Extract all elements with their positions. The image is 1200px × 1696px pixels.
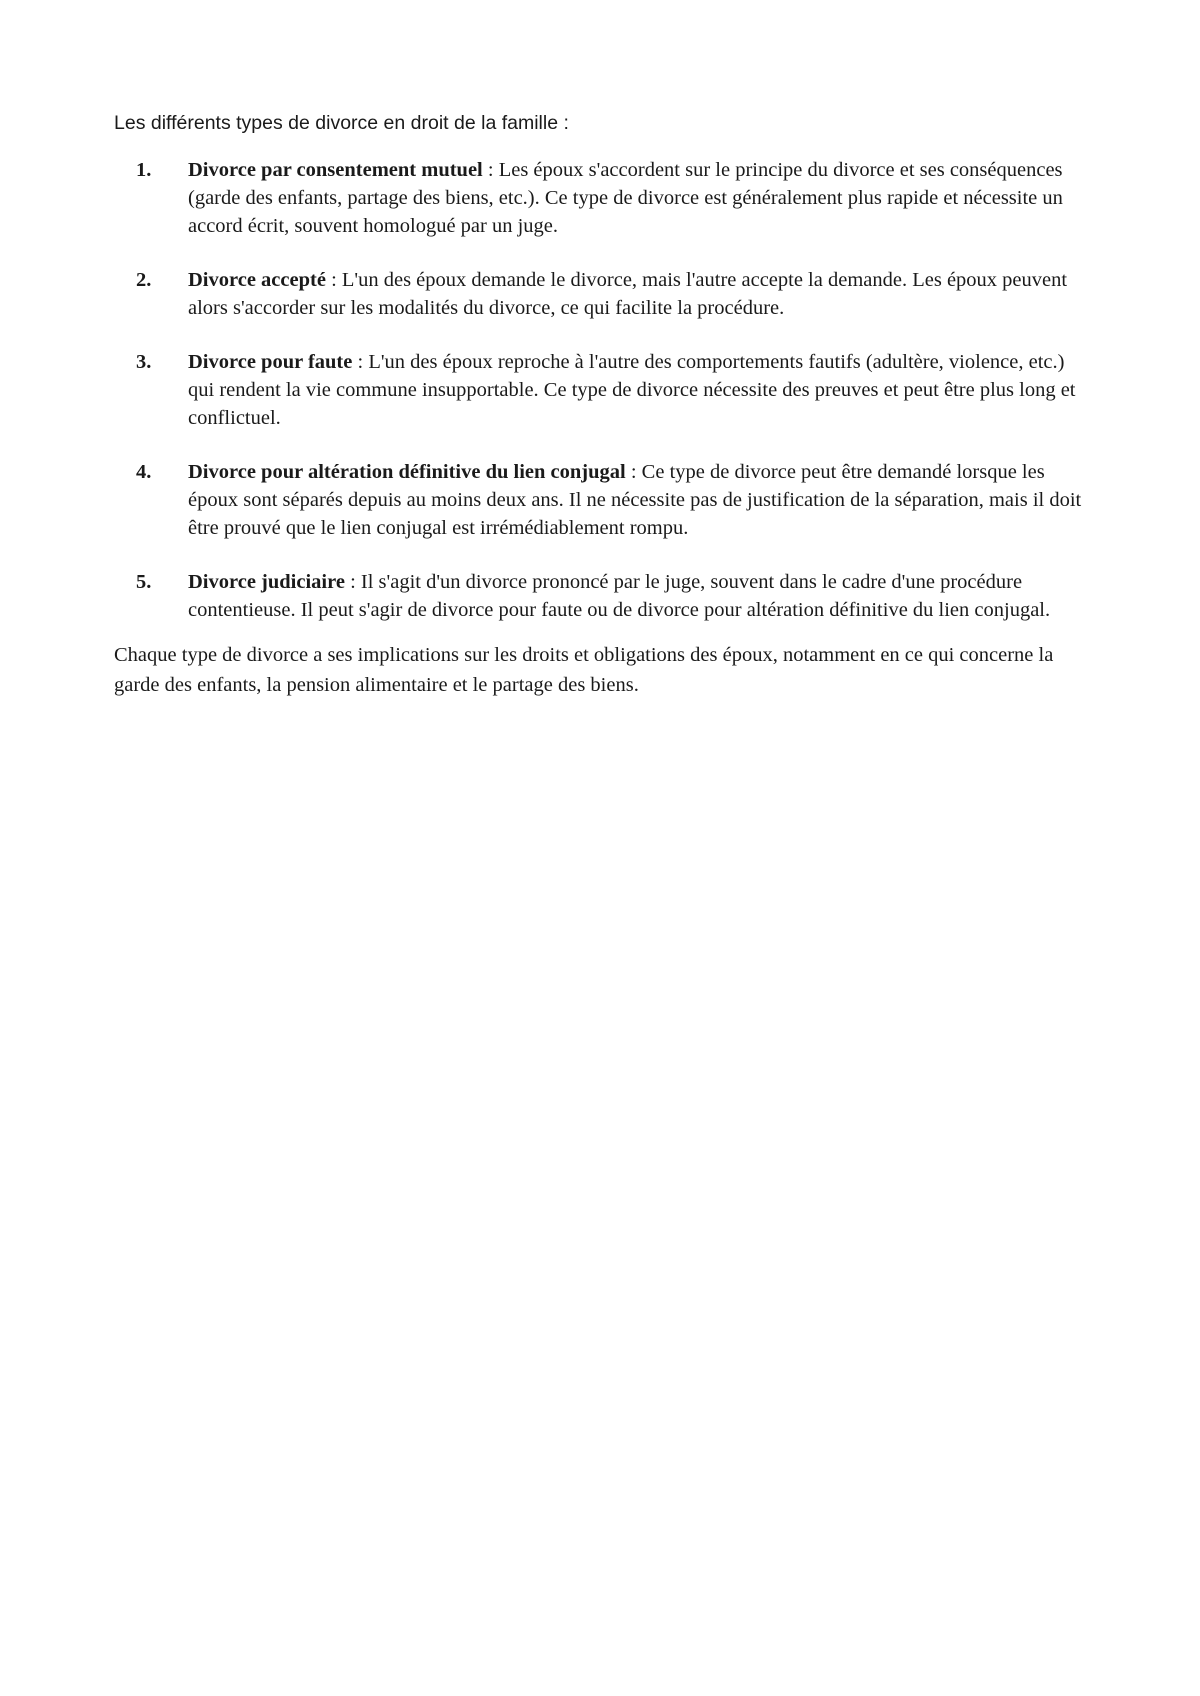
conclusion-paragraph: Chaque type de divorce a ses implications sur les droits et obligations des époux, notamment en ce qui concerne la garde des enfants, la pension alimentaire et le partage des biens. (114, 644, 1054, 696)
list-item-text: L'un des époux reproche à l'autre des comportements fautifs (adultère, violence, etc.) qui rendent la vie commune insupportable. Ce type de divorce nécessite des preuves et peut être plus long et conflictuel. (188, 351, 1076, 429)
list-item-judicial (114, 568, 1094, 624)
list-item-title: Divorce judiciaire (188, 571, 345, 593)
list-item-separator: : (625, 461, 642, 483)
list-item-title: Divorce pour altération définitive du lien conjugal (188, 461, 626, 483)
list-item-text: Ce type de divorce peut être demandé lorsque les époux sont séparés depuis au moins deux ans. Il ne nécessite pas de justification de la séparation, mais il doit être prouvé que le lien conjugal est irrémédiablement rompu. (188, 461, 1082, 539)
list-item-title: Divorce par consentement mutuel (188, 159, 483, 181)
list-item-alteration (114, 458, 1094, 542)
list-item-separator: : (352, 351, 369, 373)
list-item-number: 2. (136, 269, 152, 291)
divorce-types-list (114, 156, 1094, 624)
list-item-number: 1. (136, 159, 152, 181)
list-item-separator: : (325, 269, 342, 291)
list-item-accepted (114, 266, 1094, 322)
intro-paragraph: Les différents types de divorce en droit de la famille : (114, 112, 569, 134)
list-item-mutual-consent (114, 156, 1094, 240)
list-item-number: 5. (136, 571, 152, 593)
list-item-number: 3. (136, 351, 152, 373)
list-item-fault (114, 348, 1094, 432)
list-item-separator: : (344, 571, 361, 593)
list-item-number: 4. (136, 461, 152, 483)
list-item-title: Divorce accepté (188, 269, 326, 291)
list-item-text: Les époux s'accordent sur le principe du divorce et ses conséquences (garde des enfants, partage des biens, etc.). Ce type de divorce est généralement plus rapide et nécessite un accord écrit, souvent homologué par un juge. (188, 159, 1063, 237)
list-item-separator: : (482, 159, 499, 181)
list-item-text: L'un des époux demande le divorce, mais l'autre accepte la demande. Les époux peuvent alors s'accorder sur les modalités du divorce, ce qui facilite la procédure. (188, 269, 1068, 319)
document-page (114, 110, 1094, 700)
list-item-text: Il s'agit d'un divorce prononcé par le juge, souvent dans le cadre d'une procédure contentieuse. Il peut s'agir de divorce pour faute ou de divorce pour altération définitive du lien conjugal. (188, 571, 1051, 621)
list-item-title: Divorce pour faute (188, 351, 353, 373)
